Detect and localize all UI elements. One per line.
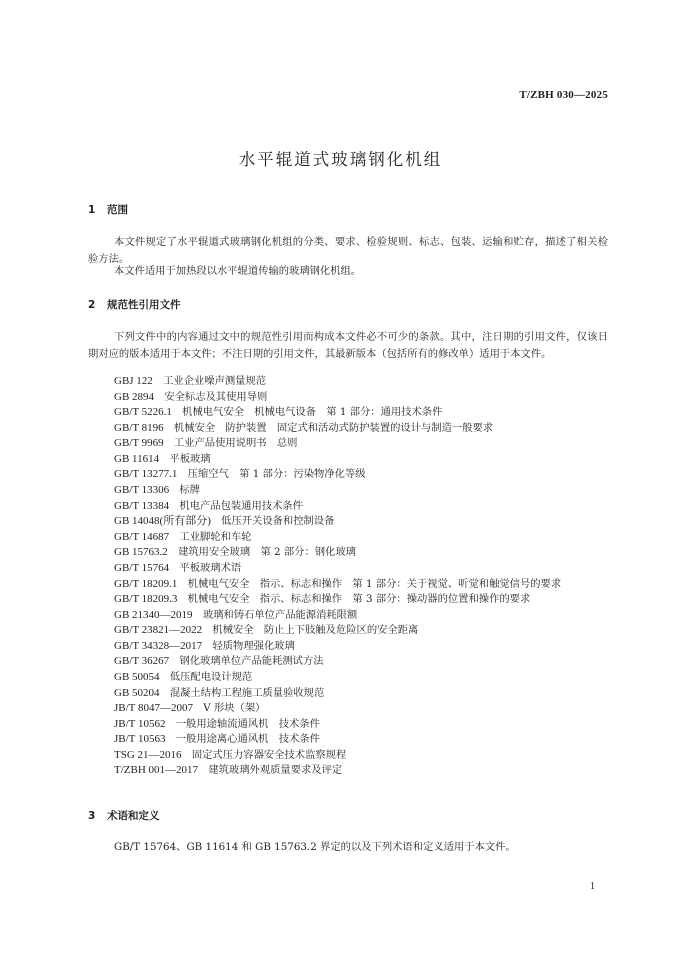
reference-title: 工业产品使用说明书 总则 [173, 437, 298, 450]
reference-code: GB 21340—2019 [114, 608, 193, 621]
reference-title: 轻质物理强化玻璃 [212, 639, 295, 652]
reference-title: 安全标志及其使用导则 [164, 390, 268, 403]
reference-item [114, 483, 561, 499]
reference-title: 标牌 [179, 484, 200, 497]
section-heading-terms-definitions [88, 808, 160, 823]
reference-code: GBJ 122 [114, 375, 153, 387]
section-title: 范围 [107, 204, 128, 216]
reference-item [114, 561, 561, 577]
reference-code: GB/T 23821—2022 [114, 624, 203, 637]
reference-code: GB 50054 [114, 670, 160, 683]
reference-title: 工业脚轮和车轮 [179, 530, 252, 543]
reference-item [114, 390, 561, 406]
page-number: 1 [590, 881, 595, 892]
reference-title: 机械电气安全 机械电气设备 第 1 部分：通用技术条件 [182, 406, 443, 419]
reference-title: 机械电气安全 指示、标志和操作 第 1 部分：关于视觉、听觉和触觉信号的要求 [187, 577, 562, 590]
reference-item [114, 608, 561, 624]
standard-code: T/ZBH 030—2025 [519, 89, 608, 101]
reference-title: V 形块（架） [203, 702, 266, 715]
reference-code: GB/T 13384 [114, 499, 170, 512]
reference-title: 平板玻璃术语 [179, 561, 242, 574]
paragraph: GB/T 15764、GB 11614 和 GB 15763.2 界定的以及下列术语和定义适用于本文件。 [114, 841, 516, 853]
reference-code: GB/T 36267 [114, 655, 170, 668]
reference-title: 玻璃和铸石单位产品能源消耗限额 [202, 608, 358, 621]
section-heading-scope [88, 202, 128, 217]
document-title: 水平辊道式玻璃钢化机组 [238, 150, 443, 169]
reference-item [114, 530, 561, 546]
reference-item [114, 763, 561, 779]
reference-title: 钢化玻璃单位产品能耗测试方法 [179, 655, 324, 668]
reference-code: JB/T 8047—2007 [114, 702, 193, 715]
section-number: 1 [88, 204, 96, 216]
reference-item [114, 467, 561, 483]
reference-title: 机电产品包装通用技术条件 [179, 499, 303, 512]
reference-code: GB/T 18209.1 [114, 577, 178, 590]
reference-item [114, 623, 561, 639]
reference-title: 混凝土结构工程施工质量验收规范 [169, 686, 325, 699]
reference-title: 建筑玻璃外观质量要求及评定 [208, 764, 343, 777]
reference-code: T/ZBH 001—2017 [114, 764, 199, 777]
reference-item [114, 421, 561, 437]
reference-item [114, 436, 561, 452]
reference-title: 机械安全 防止上下肢触及危险区的安全距离 [212, 624, 419, 637]
reference-item [114, 545, 561, 561]
reference-title: 机械电气安全 指示、标志和操作 第 3 部分：操动器的位置和操作的要求 [187, 593, 531, 606]
section-number: 3 [88, 810, 96, 822]
reference-item [114, 577, 561, 593]
reference-title: 建筑用安全玻璃 第 2 部分：钢化玻璃 [178, 546, 356, 559]
reference-item [114, 670, 561, 686]
reference-code: GB/T 15764 [114, 561, 170, 574]
reference-code: GB 14048(所有部分) [114, 515, 211, 528]
reference-code: GB/T 34328—2017 [114, 639, 203, 652]
paragraph: 本文件规定了水平辊道式玻璃钢化机组的分类、要求、检验规则、标志、包装、运输和贮存，描述了相关检验方法。 [88, 236, 608, 265]
section-heading-normative-references [88, 297, 181, 312]
reference-code: GB/T 5226.1 [114, 406, 172, 419]
reference-item [114, 499, 561, 515]
reference-code: GB 11614 [114, 452, 160, 465]
reference-item [114, 592, 561, 608]
reference-item [114, 654, 561, 670]
reference-item [114, 514, 561, 530]
reference-item [114, 639, 561, 655]
reference-title: 一般用途离心通风机 技术条件 [175, 733, 320, 746]
section-number: 2 [88, 299, 96, 311]
reference-code: GB/T 18209.3 [114, 593, 178, 606]
reference-item [114, 374, 561, 390]
reference-code: GB 2894 [114, 390, 155, 403]
reference-item [114, 717, 561, 733]
reference-code: GB/T 14687 [114, 530, 170, 543]
paragraph: 本文件适用于加热段以水平辊道传输的玻璃钢化机组。 [114, 265, 362, 277]
reference-title: 机械安全 防护装置 固定式和活动式防护装置的设计与制造一般要求 [173, 421, 494, 434]
reference-code: GB 15763.2 [114, 546, 168, 559]
reference-item [114, 452, 561, 468]
reference-title: 平板玻璃 [169, 452, 211, 465]
reference-item [114, 405, 561, 421]
reference-title: 压缩空气 第 1 部分：污染物净化等级 [187, 468, 366, 481]
reference-title: 固定式压力容器安全技术监察规程 [191, 748, 347, 761]
reference-title: 低压配电设计规范 [169, 670, 253, 683]
reference-code: TSG 21—2016 [114, 748, 182, 761]
reference-item [114, 732, 561, 748]
reference-code: GB/T 9969 [114, 437, 164, 450]
reference-code: JB/T 10562 [114, 717, 166, 730]
reference-item [114, 748, 561, 764]
reference-code: JB/T 10563 [114, 733, 166, 746]
reference-title: 工业企业噪声测量规范 [163, 375, 267, 387]
section-title: 术语和定义 [107, 810, 160, 822]
reference-list [114, 374, 561, 779]
paragraph: 下列文件中的内容通过文中的规范性引用而构成本文件必不可少的条款。其中，注日期的引用文件，仅该日期对应的版本适用于本文件；不注日期的引用文件，其最新版本（包括所有的修改单）适用于本文件。 [88, 331, 608, 360]
reference-code: GB/T 13277.1 [114, 468, 178, 481]
reference-code: GB/T 8196 [114, 421, 164, 434]
reference-item [114, 686, 561, 702]
reference-code: GB 50204 [114, 686, 160, 699]
reference-item [114, 701, 561, 717]
reference-code: GB/T 13306 [114, 484, 170, 497]
reference-title: 低压开关设备和控制设备 [221, 515, 335, 528]
section-title: 规范性引用文件 [107, 299, 181, 311]
reference-title: 一般用途轴流通风机 技术条件 [175, 717, 320, 730]
